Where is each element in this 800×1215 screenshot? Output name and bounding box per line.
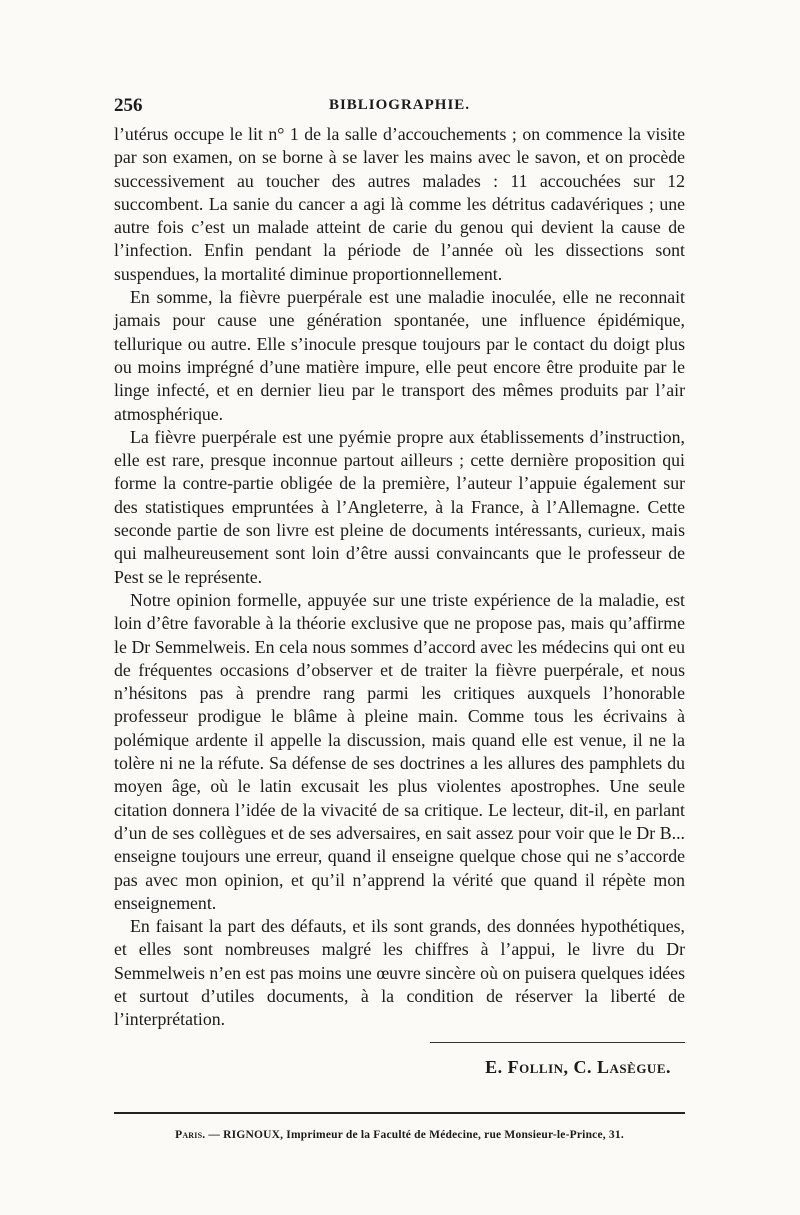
paragraph-2: En somme, la fièvre puerpérale est une maladie inoculée, elle ne reconnait jamais pour cause une génération spontanée, une influence épidémique, tellurique ou autre. Elle s’inocule presque toujours par le contact du doigt plus ou moins imprégné d’une matière impure, elle peut encore être produite par le linge infecté, et en dernier lieu par le transport des mêmes produits par l’air atmosphérique.	[114, 287, 685, 424]
page-number: 256	[114, 95, 143, 116]
running-title: BIBLIOGRAPHIE.	[328, 97, 471, 113]
article-body	[114, 123, 685, 1032]
page	[114, 95, 685, 1141]
imprint-text: — RIGNOUX, Imprimeur de la Faculté de Médecine, rue Monsieur-le-Prince, 31.	[208, 1128, 624, 1141]
signature-rule	[430, 1042, 685, 1043]
signature: E. Follin, C. Lasègue.	[485, 1056, 671, 1077]
paragraph-4: Notre opinion formelle, appuyée sur une triste expérience de la maladie, est loin d’être favorable à la théorie exclusive que ne propose pas, mais qu’affirme le Dr Semmelweis. En cela nous sommes d’accord avec les médecins qui ont eu de fréquentes occasions d’observer et de traiter la fièvre puerpérale, et nous n’hésitons pas à prendre rang parmi les critiques auxquels l’honorable professeur prodigue le blâme à pleine main. Comme tous les écrivains à polémique ardente il appelle la discussion, mais quand elle est venue, il ne la tolère ni ne la réfute. Sa défense de ses doctrines a les allures des pamphlets du moyen âge, où le latin excusait les plus violentes apostrophes. Une seule citation donnera l’idée de la vivacité de sa critique. Le lecteur, dit-il, en parlant d’un de ses collègues et de ses adversaires, en sait assez pour voir que le Dr B... enseigne toujours une erreur, quand il enseigne quelque chose qui ne s’accorde pas avec mon opinion, et qu’il n’apprend la vérité que quand il répète mon enseignement.	[114, 589, 685, 913]
printer-imprint	[114, 1129, 685, 1141]
paragraph-1: l’utérus occupe le lit n° 1 de la salle d’accouchements ; on commence la visite par son examen, on se borne à se laver les mains avec le savon, et on procède successivement au toucher des autres malades : 11 accouchées sur 12 succombent. La sanie du cancer a agi là comme les détritus cadavériques ; une autre fois c’est un malade atteint de carie du genou qui devient la cause de l’infection. Enfin pendant la période de l’année où les dissections sont suspendues, la mortalité diminue proportionnellement.	[114, 124, 685, 284]
imprint-city: Paris.	[175, 1128, 206, 1141]
footer-rule	[114, 1112, 685, 1114]
paragraph-5: En faisant la part des défauts, et ils sont grands, des données hypothétiques, et elles sont nombreuses malgré les chiffres à l’appui, le livre du Dr Semmelweis n’en est pas moins une œuvre sincère où on puisera quelques idées et surtout d’utiles documents, à la condition de réserver la liberté de l’interprétation.	[114, 916, 685, 1030]
page-header	[114, 95, 685, 119]
paragraph-3: La fièvre puerpérale est une pyémie propre aux établissements d’instruction, elle est rare, presque inconnue partout ailleurs ; cette dernière proposition qui forme la contre-partie obligée de la première, l’auteur l’appuie également sur des statistiques empruntées à l’Angleterre, à la France, à l’Allemagne. Cette seconde partie de son livre est pleine de documents intéressants, curieux, mais qui malheureusement sont loin d’être aussi convaincants que le professeur de Pest se le représente.	[114, 426, 685, 587]
